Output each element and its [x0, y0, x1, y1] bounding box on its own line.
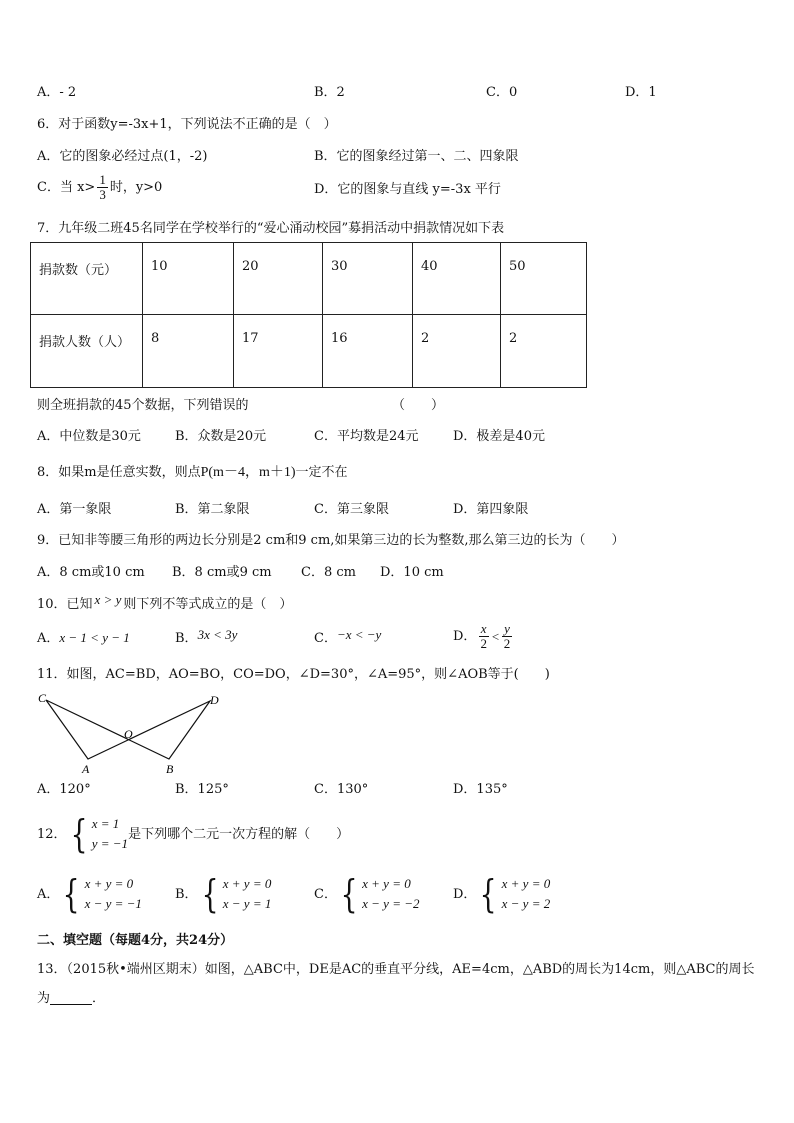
brace-icon: {: [480, 872, 497, 917]
q6-option-b: B．它的图象经过第一、二、四象限: [314, 149, 519, 164]
q8-option-d: D．第四象限: [453, 502, 529, 517]
q10-option-b: [175, 627, 238, 646]
q12-option-c-label: C．: [314, 886, 337, 902]
q13-answer-blank[interactable]: [50, 992, 92, 1005]
q8-point: P(m－4，m＋1): [200, 465, 296, 480]
q8-option-c: C．第三象限: [314, 502, 389, 517]
q10-option-d: [453, 622, 514, 650]
q11-label-o: O: [124, 727, 133, 741]
q12-a-row1: x + y = 0: [84, 876, 134, 891]
q5-option-d: D．1: [625, 85, 657, 100]
q12-d-row1: x + y = 0: [501, 876, 551, 891]
q6-option-c-suffix: 时，y>0: [109, 179, 163, 195]
table-cell: 30: [323, 243, 413, 315]
q10-option-d-label: D．: [453, 628, 477, 644]
q8-option-a: A．第一象限: [37, 502, 112, 517]
q6-stem: 6．对于函数y=-3x+1，下列说法不正确的是（ ）: [37, 117, 337, 132]
table-cell: 17: [234, 315, 323, 388]
q12-label: 12．: [37, 826, 67, 842]
q12-option-d: [453, 872, 551, 917]
q12-option-a-label: A．: [37, 886, 60, 902]
q11-figure: [30, 688, 230, 776]
q12-c-row1: x + y = 0: [362, 876, 411, 891]
q12-option-b: [175, 872, 272, 917]
q5-option-c: C．0: [486, 85, 518, 100]
q10-d-frac-2: [502, 622, 513, 650]
q6-fraction: [97, 173, 108, 201]
q6-frac-den: 3: [99, 186, 106, 202]
q6-option-d: D．它的图象与直线 y=-3x 平行: [314, 182, 501, 197]
q5-option-a: A．- 2: [37, 85, 77, 100]
q13-line2-suffix: ．: [92, 991, 106, 1006]
q13-line2-prefix: 为: [37, 991, 51, 1006]
q10-d-frac-1: [478, 622, 489, 650]
q12-stem-suffix: 是下列哪个二元一次方程的解（ ）: [128, 826, 350, 842]
q10-option-c: [314, 627, 382, 646]
table-row: [31, 315, 587, 388]
q8-stem-prefix: 8．如果m是任意实数，则点: [37, 465, 201, 480]
table-cell: 20: [234, 243, 323, 315]
table-cell: 40: [413, 243, 501, 315]
q11-option-a: A．120°: [37, 782, 91, 797]
q9-option-a: A．8 cm或10 cm: [37, 565, 145, 580]
table-cell: 2: [501, 315, 587, 388]
q7-option-a: A．中位数是30元: [37, 429, 141, 444]
q12-stem: [37, 812, 350, 857]
q8-option-b: B．第二象限: [175, 502, 250, 517]
q10-stem-prefix: 10．已知: [37, 597, 93, 612]
q10-option-a-label: A．: [37, 631, 60, 646]
q6-option-c-prefix: C．当 x>: [37, 179, 96, 195]
q12-system-row2: y = −1: [91, 836, 129, 852]
q10-option-c-label: C．: [314, 631, 337, 646]
q9-option-b: B．8 cm或9 cm: [172, 565, 272, 580]
brace-icon: {: [201, 872, 219, 917]
q10-option-b-expr: 3x < 3y: [197, 627, 238, 642]
q10-d-num-1: x: [480, 621, 487, 636]
q12-b-row2: x − y = 1: [222, 896, 272, 912]
q12-system: [67, 812, 129, 857]
q7-option-b: B．众数是20元: [175, 429, 267, 444]
q12-c-row2: x − y = −2: [362, 896, 420, 912]
q12-option-b-label: B．: [175, 886, 198, 902]
q6-option-a: A．它的图象必经过点(1，-2): [37, 149, 208, 164]
q11-option-c: C．130°: [314, 782, 369, 797]
q10-d-den-1: 2: [480, 635, 487, 651]
table-cell: 8: [143, 315, 234, 388]
q11-label-d: D: [210, 693, 219, 707]
q12-system-row1: x = 1: [91, 816, 120, 831]
q9-option-d: D．10 cm: [380, 565, 444, 580]
q12-option-c: [314, 872, 420, 917]
q13-line1: 13．（2015秋•端州区期末）如图，△ABC中，DE是AC的垂直平分线，AE=4cm，△ABD的周长为14cm，则△ABC的周长: [37, 962, 755, 977]
q10-d-num-2: y: [504, 621, 510, 636]
q7-stem: 7．九年级二班45名同学在学校举行的“爱心涌动校园”募捐活动中捐款情况如下表: [37, 221, 505, 236]
donation-table: [30, 242, 587, 388]
q10-option-b-label: B．: [175, 631, 198, 646]
q7-after-text: 则全班捐款的45个数据，下列错误的: [37, 398, 249, 413]
q7-option-c: C．平均数是24元: [314, 429, 419, 444]
table-cell: 捐款人数（人）: [31, 315, 143, 388]
q12-b-row1: x + y = 0: [222, 876, 272, 891]
brace-icon: {: [340, 872, 358, 917]
table-cell: 50: [501, 243, 587, 315]
q9-option-c: C．8 cm: [301, 565, 356, 580]
q10-option-a: [37, 631, 130, 645]
q10-stem-suffix: 则下列不等式成立的是（ ）: [123, 597, 293, 612]
q12-d-row2: x − y = 2: [501, 896, 551, 912]
q11-option-d: D．135°: [453, 782, 508, 797]
q11-stem: 11．如图，AC=BD，AO=BO，CO=DO，∠D=30°，∠A=95°，则∠AOB等于( ): [37, 667, 550, 682]
q7-answer-paren: （ ）: [392, 398, 445, 413]
q10-stem: [37, 592, 293, 612]
q11-option-b: B．125°: [175, 782, 229, 797]
q12-option-d-label: D．: [453, 886, 477, 902]
q11-label-b: B: [166, 762, 174, 776]
q11-label-a: A: [82, 762, 90, 776]
q9-stem: 9．已知非等腰三角形的两边长分别是2 cm和9 cm,如果第三边的长为整数,那么第三边的长为（ ）: [37, 533, 625, 548]
q6-frac-num: 1: [99, 172, 106, 187]
table-cell: 2: [413, 315, 501, 388]
q8-stem: [37, 466, 348, 480]
q11-label-c: C: [38, 691, 47, 705]
brace-icon: {: [70, 812, 88, 857]
q12-a-row2: x − y = −1: [84, 896, 142, 912]
q7-option-d: D．极差是40元: [453, 429, 545, 444]
table-cell: 捐款数（元）: [31, 243, 143, 315]
q6-option-c: [37, 173, 162, 201]
q13-line2: [37, 992, 105, 1005]
table-cell: 10: [143, 243, 234, 315]
table-cell: 16: [323, 315, 413, 388]
q10-d-den-2: 2: [503, 635, 511, 651]
brace-icon: {: [63, 872, 80, 917]
section-heading: 二、填空题（每题4分，共24分）: [37, 933, 234, 948]
q10-option-a-expr: x − 1 < y − 1: [59, 630, 130, 645]
q5-option-b: B．2: [314, 85, 345, 100]
q10-condition: x > y: [94, 592, 122, 607]
table-row: [31, 243, 587, 315]
q10-d-lt: <: [490, 628, 500, 644]
q12-option-a: [37, 872, 142, 917]
q10-option-c-expr: −x < −y: [336, 627, 382, 642]
q8-stem-suffix: 一定不在: [295, 465, 348, 480]
